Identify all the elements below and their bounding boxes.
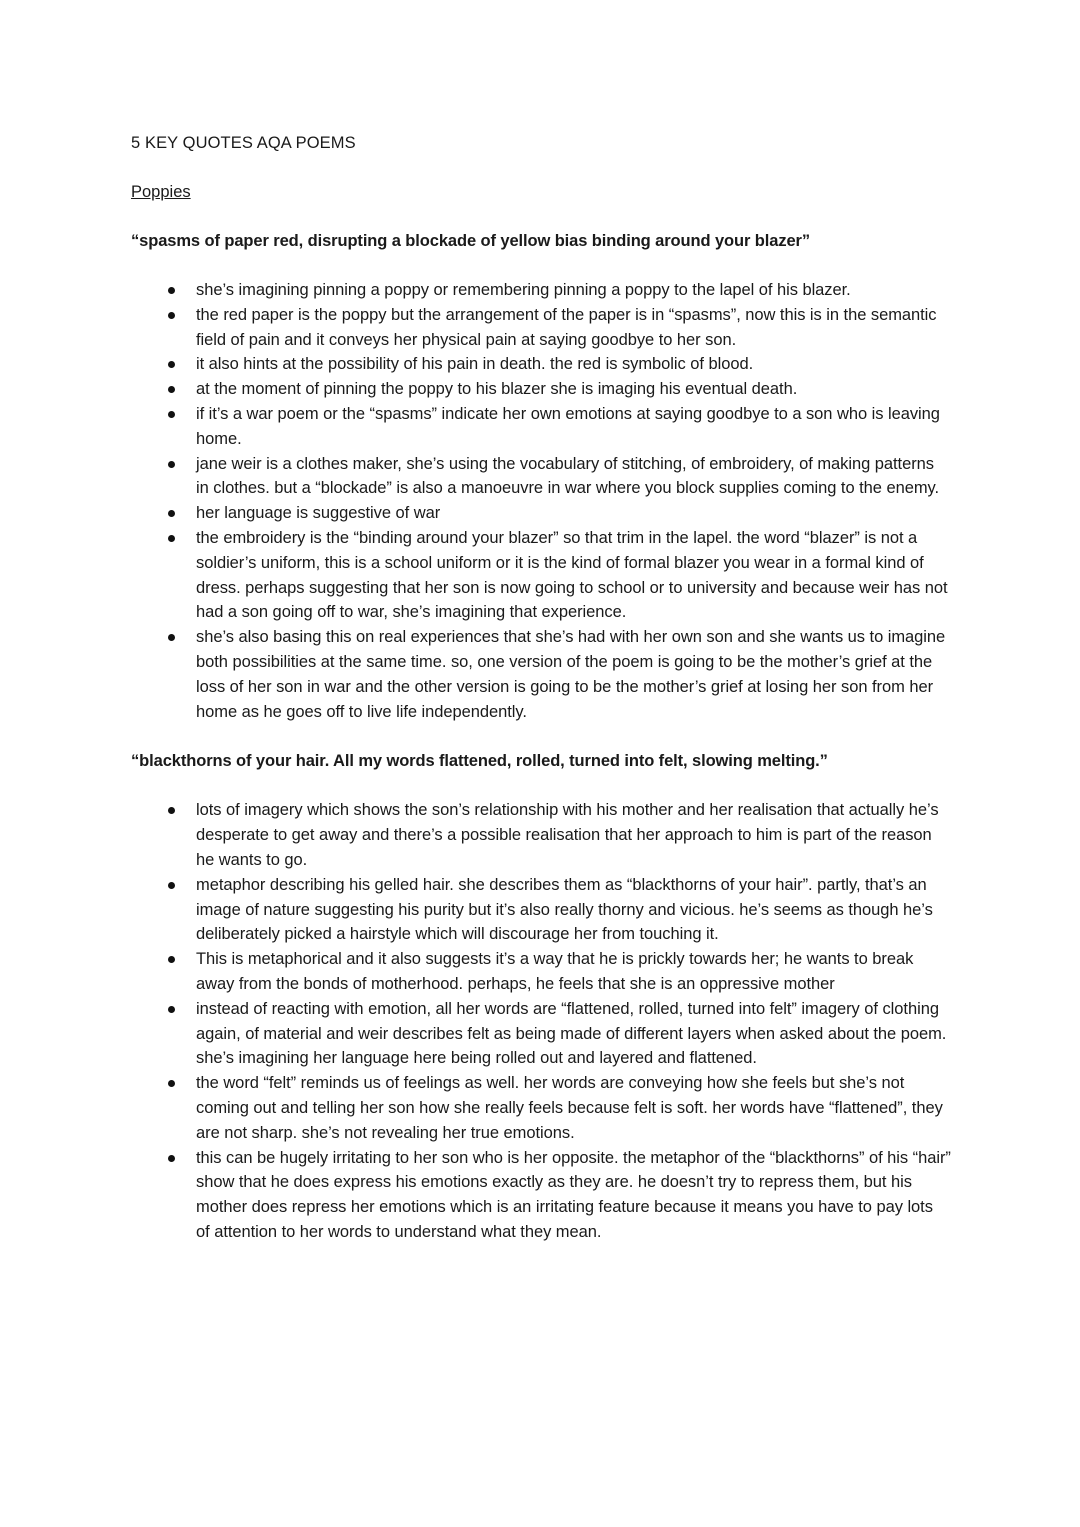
bullet-text: This is metaphorical and it also suggests it’s a way that he is prickly towards her; he wants to break away from the bonds of motherhood. perhaps, he feels that she is an oppressive mother: [196, 950, 914, 993]
bullet-icon: [168, 634, 175, 641]
bullet-text: this can be hugely irritating to her son who is her opposite. the metaphor of the “blackthorns” of his “hair” show that he does express his emotions exactly as they are. he doesn’t try to repress them, but his mother does repress her emotions which is an irritating feature because it means you have to pay lots of attention to her words to understand what they mean.: [196, 1148, 951, 1241]
bullet-text: at the moment of pinning the poppy to his blazer she is imaging his eventual death.: [196, 380, 798, 399]
bullet-icon: [168, 510, 175, 517]
bullet-text: lots of imagery which shows the son’s relationship with his mother and her realisation that actually he’s desperate to get away and there’s a possible realisation that her approach to him is part of the reason he wants to go.: [196, 801, 939, 869]
bullet-text: she’s imagining pinning a poppy or remembering pinning a poppy to the lapel of his blazer.: [196, 281, 851, 299]
bullet-item: [131, 526, 951, 625]
bullet-icon: [168, 312, 175, 319]
bullet-text: it also hints at the possibility of his pain in death. the red is symbolic of blood.: [196, 355, 754, 374]
document-page: [131, 131, 951, 1270]
bullet-text: the word “felt” reminds us of feelings as well. her words are conveying how she feels but she’s not coming out and telling her son how she really feels because felt is soft. her words have “flattened”, they are not sharp. she’s not revealing her true emotions.: [196, 1074, 943, 1142]
bullet-text: the embroidery is the “binding around your blazer” so that trim in the lapel. the word “blazer” is not a soldier’s uniform, this is a school uniform or it is the kind of formal blazer you wear in a formal kind of dress. perhaps suggesting that her son is now going to school or to university and because weir has not had a son going off to war, she’s imagining that experience.: [196, 528, 948, 622]
bullet-item: [131, 278, 951, 303]
bullet-icon: [168, 1006, 175, 1013]
bullet-item: [131, 625, 951, 724]
bullet-item: [131, 873, 951, 947]
bullet-item: [131, 377, 951, 402]
bullet-text: her language is suggestive of war: [196, 504, 441, 523]
bullet-text: if it’s a war poem or the “spasms” indicate her own emotions at saying goodbye to a son who is leaving home.: [196, 404, 940, 448]
bullet-item: [131, 798, 951, 872]
document-title: 5 KEY QUOTES AQA POEMS: [131, 134, 356, 152]
quote-2-notes: [131, 798, 951, 1244]
bullet-icon: [168, 386, 175, 393]
bullet-icon: [168, 956, 175, 963]
bullet-icon: [168, 361, 175, 368]
key-quote-1: “spasms of paper red, disrupting a blockade of yellow bias binding around your blazer”: [131, 232, 811, 250]
bullet-text: instead of reacting with emotion, all her words are “flattened, rolled, turned into felt” imagery of clothing again, of material and weir describes felt as being made of different layers when asked about the poem. she’s imagining her language here being rolled out and layered and flattened.: [196, 999, 947, 1068]
key-quote-2: “blackthorns of your hair. All my words flattened, rolled, turned into felt, slowing melting.”: [131, 752, 828, 771]
bullet-item: [131, 402, 951, 452]
quote-1-notes: [131, 278, 951, 724]
bullet-item: [131, 352, 951, 377]
bullet-icon: [168, 807, 175, 814]
section-heading-poppies: Poppies: [131, 183, 191, 201]
bullet-item: [131, 1071, 951, 1145]
bullet-item: [131, 947, 951, 997]
bullet-icon: [168, 461, 175, 468]
bullet-text: metaphor describing his gelled hair. she describes them as “blackthorns of your hair”. partly, that’s an image of nature suggesting his purity but it’s also really thorny and vicious. he’s seems as though he’s deliberately picked a hairstyle which will discourage her from touching it.: [196, 875, 933, 944]
bullet-item: [131, 501, 951, 526]
bullet-text: jane weir is a clothes maker, she’s using the vocabulary of stitching, of embroidery, of making patterns in clothes. but a “blockade” is also a manoeuvre in war where you block supplies coming to the enemy.: [196, 454, 940, 498]
bullet-item: [131, 452, 951, 502]
bullet-icon: [168, 882, 175, 889]
bullet-item: [131, 997, 951, 1071]
bullet-icon: [168, 1080, 175, 1087]
bullet-icon: [168, 1155, 175, 1162]
bullet-icon: [168, 287, 175, 294]
bullet-item: [131, 1146, 951, 1245]
bullet-icon: [168, 535, 175, 542]
bullet-item: [131, 303, 951, 353]
bullet-icon: [168, 411, 175, 418]
bullet-text: the red paper is the poppy but the arrangement of the paper is in “spasms”, now this is in the semantic field of pain and it conveys her physical pain at saying goodbye to her son.: [196, 305, 937, 349]
bullet-text: she’s also basing this on real experiences that she’s had with her own son and she wants us to imagine both possibilities at the same time. so, one version of the poem is going to be the mother’s grief at the loss of her son in war and the other version is going to be the mother’s grief at losing her son from her home as he goes off to live life independently.: [196, 628, 946, 721]
